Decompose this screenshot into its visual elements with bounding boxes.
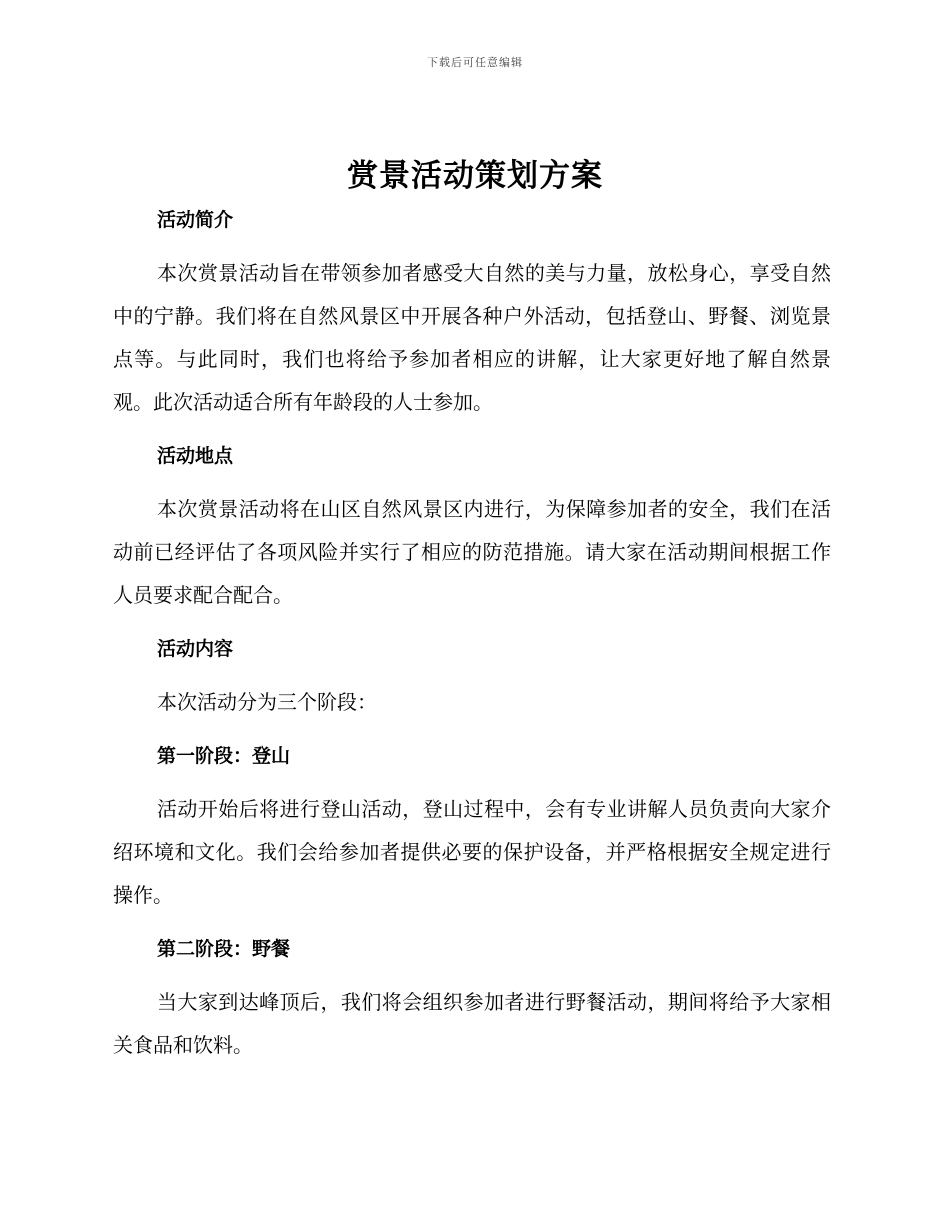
section-paragraph-stage-two: 当大家到达峰顶后，我们将会组织参加者进行野餐活动，期间将给予大家相关食品和饮料。 — [113, 990, 831, 1057]
section-heading-stage-two: 第二阶段：野餐 — [157, 938, 291, 960]
header-note: 下载后可任意编辑 — [427, 56, 523, 69]
section-heading-content: 活动内容 — [157, 638, 234, 660]
section-heading-location: 活动地点 — [157, 445, 234, 467]
section-paragraph-intro: 本次赏景活动旨在带领参加者感受大自然的美与力量，放松身心，享受自然中的宁静。我们将在自然风景区中开展各种户外活动，包括登山、野餐、浏览景点等。与此同时，我们也将给予参加者相应的讲解，让大家更好地了解自然景观。此次活动适合所有年龄段的人士参加。 — [113, 261, 831, 414]
section-heading-intro: 活动简介 — [157, 209, 234, 231]
section-paragraph-content: 本次活动分为三个阶段： — [157, 690, 377, 714]
section-heading-stage-one: 第一阶段：登山 — [157, 745, 291, 767]
document-body — [113, 200, 831, 1067]
document-title: 赏景活动策划方案 — [347, 158, 603, 194]
section-paragraph-stage-one: 活动开始后将进行登山活动，登山过程中，会有专业讲解人员负责向大家介绍环境和文化。我们会给参加者提供必要的保护设备，并严格根据安全规定进行操作。 — [113, 797, 831, 907]
section-paragraph-location: 本次赏景活动将在山区自然风景区内进行，为保障参加者的安全，我们在活动前已经评估了各项风险并实行了相应的防范措施。请大家在活动期间根据工作人员要求配合配合。 — [113, 497, 831, 607]
